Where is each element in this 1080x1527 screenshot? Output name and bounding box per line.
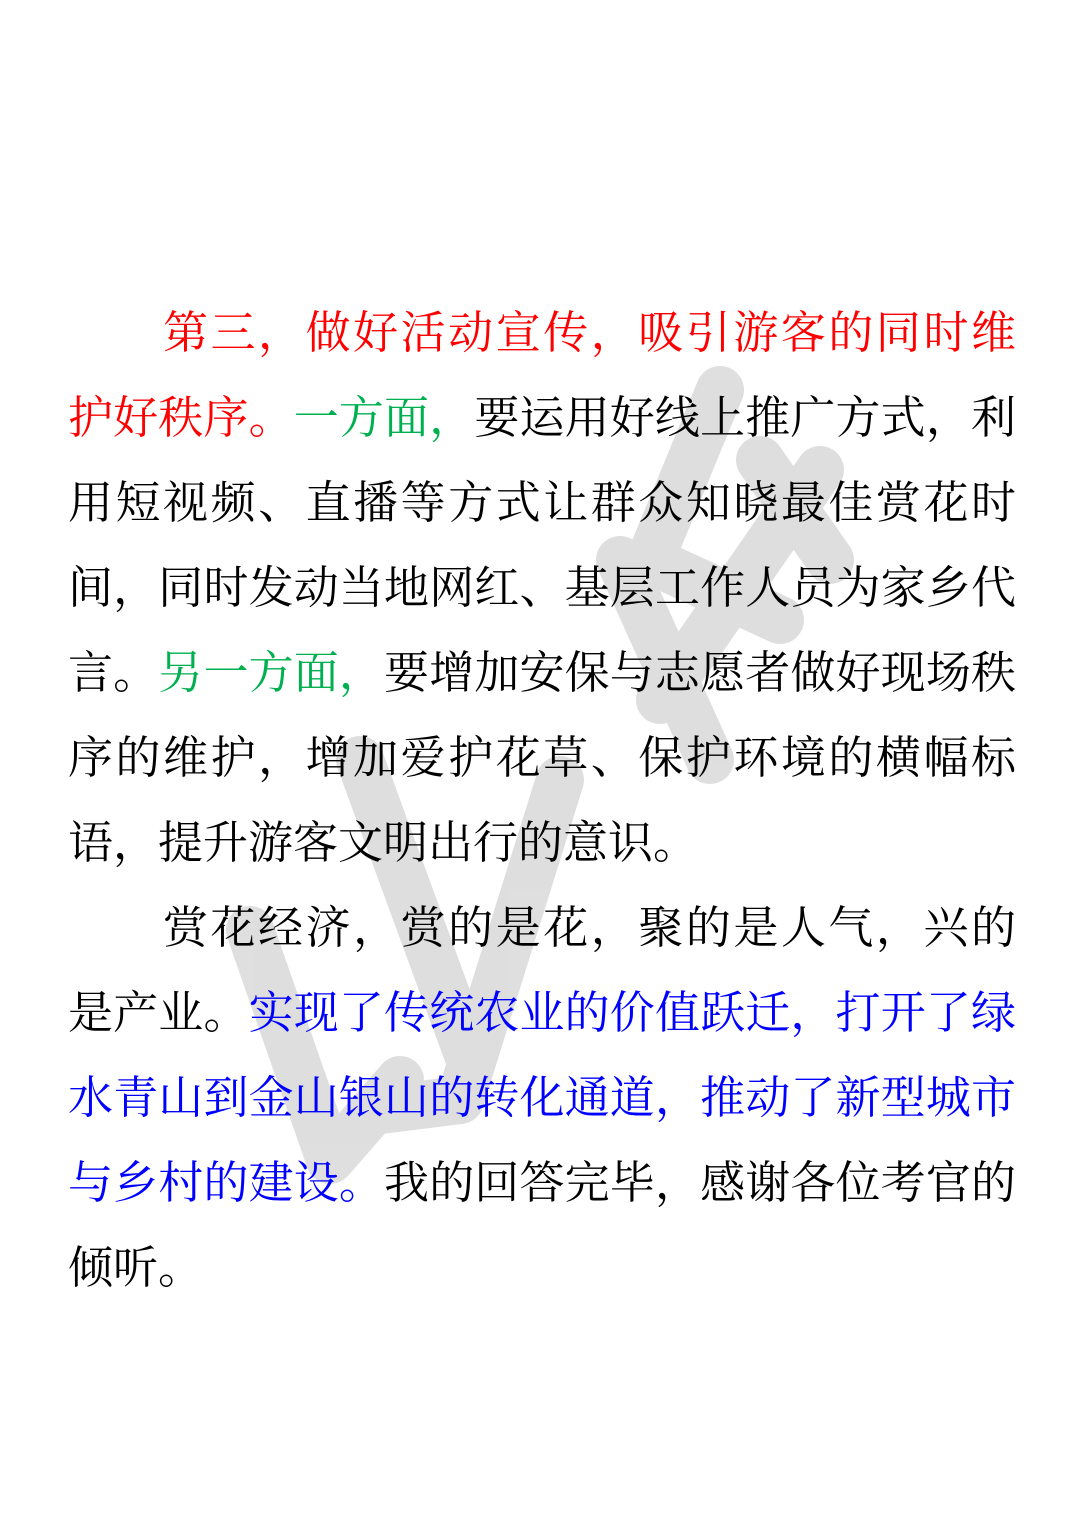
paragraph-2-intro: 赏花经济，赏的是花，聚的是人气，兴的是产业。	[68, 901, 1016, 1039]
paragraph-1	[68, 290, 1016, 885]
paragraph-1-second-aspect-label: 另一方面，	[158, 646, 385, 699]
paragraph-1-heading: 第三，做好活动宣传，吸引游客的同时维护好秩序。	[68, 306, 1016, 444]
paragraph-1-first-aspect-text: 要运用好线上推广方式，利用短视频、直播等方式让群众知晓最佳赏花时间，同时发动当地网红、基层工作人员为家乡代言。	[68, 391, 1016, 699]
document-body	[68, 290, 1016, 1310]
paragraph-1-first-aspect-label: 一方面，	[293, 391, 475, 444]
paragraph-2-highlight: 实现了传统农业的价值跃迁，打开了绿水青山到金山银山的转化通道，推动了新型城市与乡村的建设。	[68, 986, 1016, 1209]
paragraph-2	[68, 885, 1016, 1310]
paragraph-2-closing: 我的回答完毕，感谢各位考官的倾听。	[68, 1156, 1016, 1294]
paragraph-1-second-aspect-text: 要增加安保与志愿者做好现场秩序的维护，增加爱护花草、保护环境的横幅标语，提升游客文明出行的意识。	[68, 646, 1016, 869]
